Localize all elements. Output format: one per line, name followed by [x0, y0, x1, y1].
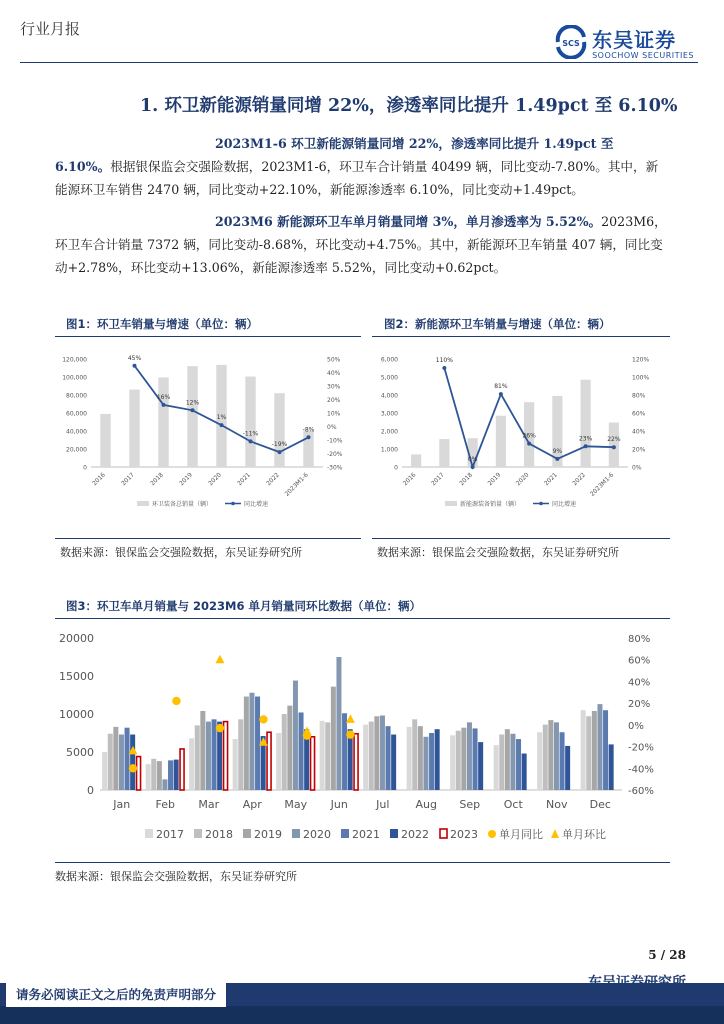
- y-tick-label: 5000: [66, 746, 94, 759]
- y2-tick-label: 20%: [632, 446, 646, 454]
- y-tick-label: 0: [87, 784, 94, 797]
- growth-data-label: 22%: [607, 436, 621, 444]
- bar-2017: [146, 764, 151, 790]
- bar-2020: [380, 716, 385, 790]
- bar-2020: [206, 722, 211, 790]
- bar-2019: [418, 726, 423, 790]
- x-tick-label: 2019: [178, 471, 194, 488]
- y2-tick-label: 80%: [628, 634, 651, 645]
- y2-tick-label: 40%: [327, 370, 341, 377]
- bar-2018: [195, 725, 200, 790]
- growth-data-label: -8%: [302, 426, 315, 434]
- bar-2019: [461, 728, 466, 790]
- x-tick-label: 2021: [236, 471, 252, 488]
- bar-2023: [180, 749, 184, 790]
- report-category: 行业月报: [20, 20, 81, 38]
- bar: [100, 414, 110, 467]
- bar-2021: [342, 713, 347, 790]
- x-tick-label: Jun: [330, 798, 348, 811]
- bar-2019: [592, 711, 597, 790]
- legend-swatch-2020: [292, 829, 300, 838]
- paragraph-2-lead: 2023M6 新能源环卫车单月销量同增 3%，单月渗透率为 5.52%。: [215, 214, 602, 229]
- bar-2017: [494, 745, 499, 790]
- bar-2018: [543, 725, 548, 790]
- bar-2022: [522, 754, 527, 790]
- y2-tick-label: 20%: [628, 699, 651, 711]
- bar-2017: [537, 732, 542, 790]
- disclaimer: 请务必阅读正文之后的免责声明部分: [6, 979, 226, 1007]
- growth-data-label: -19%: [271, 441, 288, 449]
- bar-2023: [137, 757, 141, 790]
- yoy-marker: [346, 730, 354, 738]
- y-tick-label: 20,000: [66, 446, 87, 454]
- legend-line-label: 同比增速: [552, 501, 577, 508]
- legend-swatch-2021: [341, 829, 349, 838]
- x-tick-label: Dec: [589, 798, 611, 811]
- y-tick-label: 60,000: [66, 410, 87, 418]
- bar-2018: [586, 716, 591, 790]
- bar-2017: [233, 739, 238, 790]
- growth-data-label: 1%: [216, 414, 227, 422]
- bar-2018: [369, 722, 374, 790]
- x-tick-label: Nov: [546, 798, 568, 811]
- bar-2021: [212, 719, 217, 790]
- growth-point: [307, 435, 311, 439]
- y-tick-label: 80,000: [66, 392, 87, 400]
- growth-data-label: 110%: [435, 357, 453, 364]
- x-tick-label: 2023M1-6: [283, 471, 310, 498]
- x-tick-label: 2016: [401, 471, 418, 488]
- y2-tick-label: 0%: [628, 720, 644, 732]
- bar-2023: [311, 737, 315, 790]
- paragraph-2: [55, 210, 670, 279]
- x-tick-label: Feb: [155, 798, 175, 811]
- y2-tick-label: -60%: [628, 786, 654, 797]
- growth-point: [527, 442, 531, 446]
- growth-point: [584, 444, 588, 448]
- bar-2020: [597, 704, 602, 790]
- bar: [496, 416, 506, 467]
- bar-2020: [249, 693, 254, 790]
- legend-swatch-2022: [390, 829, 398, 838]
- bar-2018: [238, 719, 243, 790]
- y2-tick-label: 30%: [327, 383, 341, 391]
- y2-tick-label: -40%: [628, 764, 654, 776]
- paragraph-1-body: 根据银保监会交强险数据，2023M1-6，环卫车合计销量 40499 辆，同比变动-7.80%。其中，新能源环卫车销售 2470 辆，同比变动+22.10%，新能源渗透率 6.10%，同比变动+1.49pct。: [55, 159, 659, 197]
- x-tick-label: Aug: [415, 798, 437, 811]
- bar: [129, 390, 139, 467]
- bar-2022: [130, 735, 135, 790]
- y-tick-label: 100,000: [62, 374, 87, 382]
- bar: [609, 423, 619, 467]
- x-tick-label: 2017: [430, 471, 446, 488]
- logo-mark-icon: [554, 25, 588, 59]
- bar-2018: [325, 722, 330, 790]
- bar-2020: [119, 735, 124, 790]
- growth-data-label: 81%: [494, 383, 508, 391]
- fig2-rule: [372, 336, 670, 337]
- y2-tick-label: 0%: [327, 424, 337, 431]
- bar-2019: [331, 687, 336, 790]
- bar-2018: [412, 719, 417, 790]
- legend-label-单月环比: 单月环比: [562, 828, 606, 841]
- legend-swatch-单月环比: [551, 829, 559, 838]
- growth-point: [471, 465, 475, 469]
- x-tick-label: Mar: [198, 798, 220, 811]
- growth-point: [442, 366, 446, 370]
- bar-2022: [609, 744, 614, 790]
- mom-marker: [215, 655, 224, 664]
- legend-label-2017: 2017: [156, 828, 184, 841]
- bar-2021: [473, 728, 478, 790]
- legend-label-单月同比: 单月同比: [499, 828, 543, 841]
- legend-swatch-2017: [145, 829, 153, 838]
- fig1-title: 图1：环卫车销量与增速（单位：辆）: [66, 317, 258, 331]
- yoy-marker: [259, 715, 267, 723]
- growth-point: [133, 364, 137, 368]
- mom-marker: [302, 726, 311, 735]
- bar-2021: [299, 712, 304, 790]
- bar: [187, 366, 197, 467]
- legend-line-marker: [231, 502, 235, 506]
- bar-2017: [450, 735, 455, 790]
- bar-2021: [429, 733, 434, 790]
- legend-line-marker: [539, 502, 543, 506]
- logo-mark-text: SCS: [562, 39, 580, 48]
- bar-2020: [336, 657, 341, 790]
- bar-2023: [354, 734, 358, 790]
- x-tick-label: 2017: [120, 471, 136, 488]
- x-tick-label: Jan: [113, 798, 131, 811]
- fig3-chart: [55, 624, 670, 860]
- growth-point: [249, 439, 253, 443]
- y2-tick-label: -20%: [628, 742, 654, 754]
- mom-marker: [346, 714, 355, 723]
- bar-2019: [157, 761, 162, 790]
- footer-bar-lower: [0, 1006, 724, 1024]
- x-tick-label: 2020: [207, 471, 223, 488]
- growth-point: [499, 392, 503, 396]
- growth-data-label: -11%: [242, 430, 259, 438]
- bar-2019: [244, 697, 249, 790]
- bar: [274, 393, 284, 467]
- bar-2017: [407, 727, 412, 790]
- y2-tick-label: -30%: [327, 464, 343, 472]
- legend-label-2021: 2021: [352, 828, 380, 841]
- bar-2020: [423, 737, 428, 790]
- bar-2023: [267, 732, 271, 790]
- paragraph-1: [55, 132, 670, 201]
- bar-2023: [224, 722, 228, 790]
- bar-2020: [510, 734, 515, 790]
- x-tick-label: Oct: [503, 798, 523, 811]
- page-number: 5 / 28: [648, 948, 686, 962]
- bar-2019: [287, 706, 292, 790]
- bar-2018: [108, 734, 113, 790]
- x-tick-label: 2022: [265, 471, 281, 488]
- bar-2021: [386, 726, 391, 790]
- x-tick-label: 2018: [458, 471, 475, 488]
- fig3-title: 图3：环卫车单月销量与 2023M6 单月销量同环比数据（单位：辆）: [66, 599, 421, 613]
- bar-2019: [200, 711, 205, 790]
- y-tick-label: 5,000: [380, 374, 398, 382]
- y2-tick-label: 10%: [327, 410, 341, 418]
- x-tick-label: Sep: [459, 798, 481, 811]
- bar: [245, 377, 255, 467]
- y-tick-label: 6,000: [380, 356, 398, 364]
- mom-marker: [128, 746, 137, 755]
- bar-2018: [282, 714, 287, 790]
- bar-2019: [374, 716, 379, 790]
- bar-2021: [516, 739, 521, 790]
- x-tick-label: Apr: [242, 798, 262, 811]
- legend-bar-swatch: [445, 501, 457, 506]
- legend-line-label: 同比增速: [244, 501, 269, 508]
- legend-bar-label: 新能源装备销量（辆）: [460, 501, 521, 508]
- legend-label-2022: 2022: [401, 828, 429, 841]
- bar-2021: [255, 697, 260, 790]
- y2-tick-label: -10%: [327, 437, 343, 445]
- bar-2021: [168, 760, 173, 790]
- y-tick-label: 3,000: [380, 410, 398, 418]
- bar-2022: [174, 760, 179, 790]
- growth-data-label: 26%: [522, 432, 536, 440]
- bar-2019: [548, 720, 553, 790]
- fig1-source: 数据来源：银保监会交强险数据，东吴证券研究所: [60, 546, 302, 559]
- y2-tick-label: 60%: [632, 410, 646, 418]
- growth-point: [162, 403, 166, 407]
- bar-2020: [162, 779, 167, 790]
- x-tick-label: 2016: [91, 471, 107, 488]
- x-tick-label: 2018: [149, 471, 165, 488]
- y-tick-label: 0: [394, 464, 398, 472]
- fig1-chart: [55, 345, 361, 535]
- bar-2017: [320, 721, 325, 790]
- y2-tick-label: 100%: [632, 374, 650, 382]
- bar-2017: [363, 725, 368, 790]
- growth-data-label: 45%: [127, 354, 142, 362]
- fig2-title: 图2：新能源环卫车销量与增速（单位：辆）: [384, 317, 611, 331]
- bar: [439, 439, 449, 467]
- fig1-rule: [55, 336, 361, 337]
- bar-2019: [505, 729, 510, 790]
- growth-point: [220, 423, 224, 427]
- x-tick-label: Jul: [376, 798, 390, 811]
- bar: [411, 454, 421, 467]
- bar: [158, 377, 168, 467]
- x-tick-label: 2022: [571, 471, 588, 488]
- x-tick-label: 2020: [514, 471, 531, 488]
- fig3-bottom-rule: [55, 862, 670, 863]
- y2-tick-label: 60%: [628, 655, 651, 667]
- bar-2020: [293, 681, 298, 790]
- legend-swatch-2023: [440, 829, 447, 838]
- paragraph-2-body: 2023M6，环卫车合计销量 7372 辆，同比变动-8.68%，环比变动+4.75%。其中，新能源环卫车销量 407 辆，同比变动+2.78%，环比变动+13.06%，新能源渗透率 5.52%，同比变动+0.62pct。: [55, 214, 667, 275]
- y2-tick-label: 50%: [327, 356, 341, 364]
- legend-swatch-2018: [194, 829, 202, 838]
- header-rule: [20, 62, 698, 63]
- growth-point: [555, 457, 559, 461]
- bar-2017: [581, 710, 586, 790]
- bar-2018: [499, 735, 504, 790]
- y-tick-label: 20000: [59, 632, 94, 645]
- y-tick-label: 15000: [59, 670, 94, 683]
- bar-2020: [554, 722, 559, 790]
- fig3-source: 数据来源：银保监会交强险数据，东吴证券研究所: [55, 870, 297, 883]
- y-tick-label: 0: [83, 464, 87, 472]
- y-tick-label: 4,000: [380, 392, 398, 400]
- bar-2019: [113, 727, 118, 790]
- bar-2021: [125, 728, 130, 790]
- x-tick-label: 2023M1-6: [588, 471, 616, 498]
- y2-tick-label: 120%: [632, 356, 650, 364]
- fig2-chart: [372, 345, 670, 535]
- x-tick-label: 2021: [543, 471, 559, 488]
- legend-label-2018: 2018: [205, 828, 233, 841]
- legend-label-2020: 2020: [303, 828, 331, 841]
- bar-2022: [391, 735, 396, 790]
- bar-2022: [435, 729, 440, 790]
- x-tick-label: 2019: [486, 471, 503, 488]
- y2-tick-label: -20%: [327, 451, 343, 458]
- bar-2022: [478, 742, 483, 790]
- y2-tick-label: 80%: [632, 392, 646, 400]
- bar-2021: [560, 732, 565, 790]
- legend-label-2019: 2019: [254, 828, 282, 841]
- yoy-marker: [172, 697, 180, 705]
- section-title: 1. 环卫新能源销量同增 22%，渗透率同比提升 1.49pct 至 6.10%: [140, 96, 678, 116]
- bar-2021: [603, 710, 608, 790]
- fig2-bottom-rule: [372, 538, 670, 539]
- y2-tick-label: 40%: [628, 677, 651, 689]
- logo-cn: 东吴证券: [592, 28, 677, 52]
- growth-data-label: 9%: [552, 447, 563, 455]
- bar-2017: [276, 733, 281, 790]
- bar-2020: [467, 722, 472, 790]
- x-tick-label: May: [284, 798, 308, 811]
- legend-label-2023: 2023: [450, 828, 478, 841]
- fig2-source: 数据来源：银保监会交强险数据，东吴证券研究所: [377, 546, 619, 559]
- yoy-marker: [129, 764, 137, 772]
- y2-tick-label: 40%: [632, 428, 646, 436]
- legend-swatch-单月同比: [488, 830, 496, 838]
- legend-bar-label: 环卫装备总销量（辆）: [152, 501, 213, 508]
- paragraph-1-lead: 2023M1-6 环卫新能源销量同增 22%，渗透率同比提升 1.49pct 至 6.10%。: [55, 136, 614, 174]
- y-tick-label: 10000: [59, 708, 94, 721]
- growth-data-label: 0%: [467, 456, 478, 463]
- bar-2018: [151, 759, 156, 790]
- bar: [578, 380, 593, 467]
- y-tick-label: 2,000: [380, 428, 398, 436]
- bar-2018: [456, 731, 461, 790]
- growth-point: [191, 408, 195, 412]
- logo-en: SOOCHOW SECURITIES: [592, 51, 694, 60]
- fig3-rule: [55, 618, 670, 619]
- bar-2017: [189, 738, 194, 790]
- growth-data-label: 16%: [156, 393, 171, 401]
- brand-logo: [554, 22, 694, 62]
- bar-2022: [565, 746, 570, 790]
- y-tick-label: 120,000: [62, 356, 87, 364]
- bar-2017: [102, 752, 107, 790]
- y2-tick-label: 0%: [632, 464, 642, 472]
- growth-point: [612, 445, 616, 449]
- y-tick-label: 1,000: [380, 446, 398, 454]
- growth-data-label: 23%: [578, 435, 593, 443]
- legend-swatch-2019: [243, 829, 251, 838]
- fig1-bottom-rule: [55, 538, 361, 539]
- growth-data-label: 12%: [185, 399, 200, 407]
- growth-point: [278, 450, 282, 454]
- y2-tick-label: 20%: [327, 397, 341, 404]
- y-tick-label: 40,000: [66, 428, 87, 436]
- legend-bar-swatch: [137, 501, 149, 506]
- yoy-marker: [216, 724, 224, 732]
